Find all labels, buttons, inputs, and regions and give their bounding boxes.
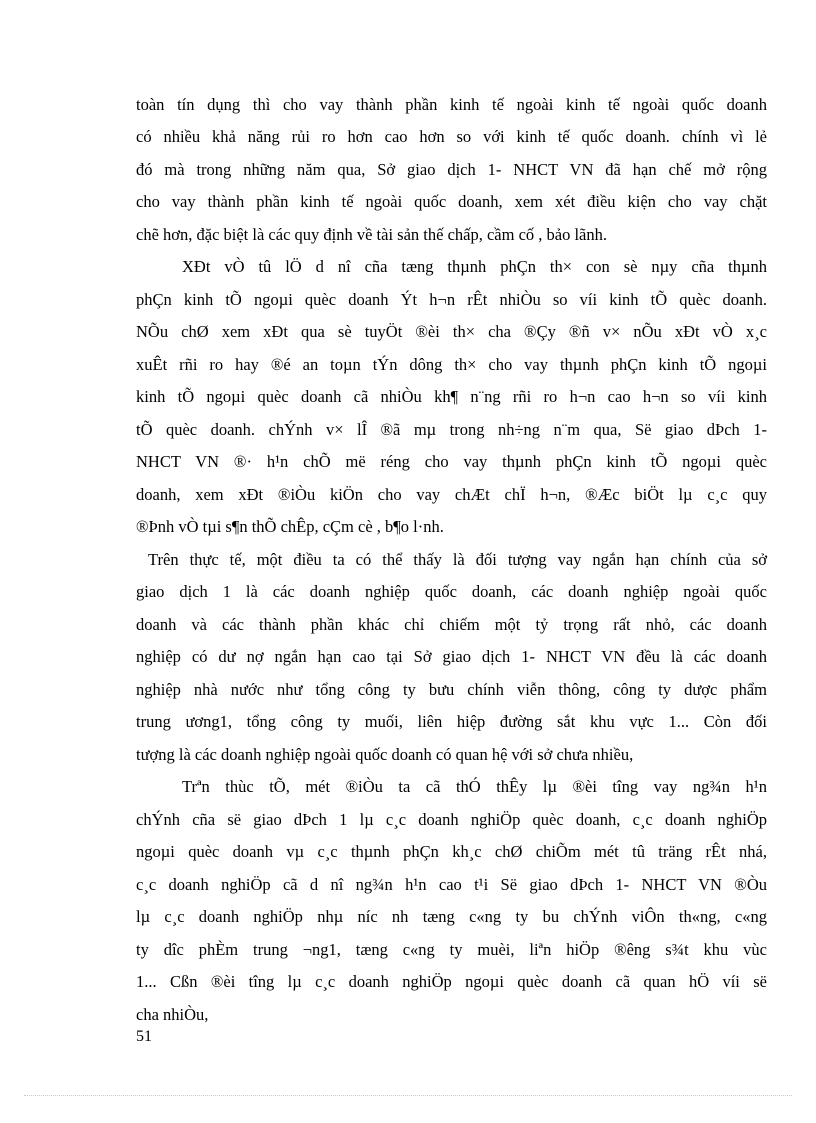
page-number: 51 [136, 1028, 152, 1045]
text-line: tÕ quèc doanh. chÝnh v× lÎ ®ã mµ trong nh÷ng n¨m qua, Së giao dÞch 1- [136, 420, 767, 439]
text-line: Trªn thùc tÕ, mét ®iÒu ta cã thÓ thÊy lµ ®èi tîng vay ng¾n h¹n [182, 777, 767, 796]
text-line: đó mà trong những năm qua, Sở giao dịch 1- NHCT VN đã hạn chế mở rộng [136, 160, 767, 179]
text-line: 1... Cßn ®èi tîng lµ c¸c doanh nghiÖp ngoµi quèc doanh cã quan hÖ víi së [136, 972, 767, 991]
text-line: c¸c doanh nghiÖp cã d nî ng¾n h¹n cao t¹i Së giao dÞch 1- NHCT VN ®Òu [136, 875, 767, 894]
text-line: XÐt vÒ tû lÖ d nî cña tæng thµnh phÇn th× con sè nµy cña thµnh [182, 257, 767, 276]
text-line: kinh tÕ ngoµi quèc doanh cã nhiÒu kh¶ n¨ng rñi ro h¬n cao h¬n so víi kinh [136, 387, 767, 406]
text-line: ®Þnh vÒ tµi s¶n thÕ chÊp, cÇm cè , b¶o l·nh. [136, 517, 444, 536]
text-line: ty dîc phÈm trung ¬ng1, tæng c«ng ty muèi, liªn hiÖp ®êng s¾t khu vùc [136, 940, 767, 959]
text-line: doanh, xem xÐt ®iÒu kiÖn cho vay chÆt chÏ h¬n, ®Æc biÖt lµ c¸c quy [136, 485, 767, 504]
text-line: Trên thực tế, một điều ta có thể thấy là đối tượng vay ngắn hạn chính của sở [148, 550, 767, 569]
text-line: giao dịch 1 là các doanh nghiệp quốc doanh, các doanh nghiệp ngoài quốc [136, 582, 767, 601]
text-line: doanh và các thành phần khác chỉ chiếm một tỷ trọng rất nhỏ, các doanh [136, 615, 767, 634]
text-line: ngoµi quèc doanh vµ c¸c thµnh phÇn kh¸c chØ chiÕm mét tû träng rÊt nhá, [136, 842, 767, 861]
text-line: lµ c¸c doanh nghiÖp nhµ níc nh tæng c«ng ty bu chÝnh viÔn th«ng, c«ng [136, 907, 767, 926]
text-line: xuÊt rñi ro hay ®é an toµn tÝn dông th× cho vay thµnh phÇn kinh tÕ ngoµi [136, 355, 767, 374]
text-line: chẽ hơn, đặc biệt là các quy định về tài sản thế chấp, cầm cố , bảo lãnh. [136, 225, 607, 244]
text-line: có nhiều khả năng rủi ro hơn cao hơn so với kinh tế quốc doanh. chính vì lẻ [136, 127, 767, 146]
text-line: tượng là các doanh nghiệp ngoài quốc doanh có quan hệ với sở chưa nhiều, [136, 745, 634, 764]
text-line: NÕu chØ xem xÐt qua sè tuyÖt ®èi th× cha ®Çy ®ñ v× nÕu xÐt vÒ x¸c [136, 322, 767, 341]
text-line: toàn tín dụng thì cho vay thành phần kinh tế ngoài kinh tế ngoài quốc doanh [136, 95, 767, 114]
text-line: phÇn kinh tÕ ngoµi quèc doanh Ýt h¬n rÊt nhiÒu so víi kinh tÕ quèc doanh. [136, 290, 767, 309]
text-line: cho vay thành phần kinh tế ngoài quốc doanh, xem xét điều kiện cho vay chặt [136, 192, 767, 211]
text-line: trung ương1, tổng công ty muối, liên hiệp đường sắt khu vực 1... Còn đối [136, 712, 767, 731]
text-line: NHCT VN ®· h¹n chÕ më réng cho vay thµnh phÇn kinh tÕ ngoµi quèc [136, 452, 767, 471]
footer-divider [24, 1095, 792, 1096]
text-line: cha nhiÒu, [136, 1005, 209, 1024]
text-line: nghiệp có dư nợ ngắn hạn cao tại Sở giao dịch 1- NHCT VN đều là các doanh [136, 647, 767, 666]
text-line: nghiệp nhà nước như tổng công ty bưu chính viễn thông, công ty dược phẩm [136, 680, 767, 699]
text-line: chÝnh cña së giao dÞch 1 lµ c¸c doanh nghiÖp quèc doanh, c¸c doanh nghiÖp [136, 810, 767, 829]
